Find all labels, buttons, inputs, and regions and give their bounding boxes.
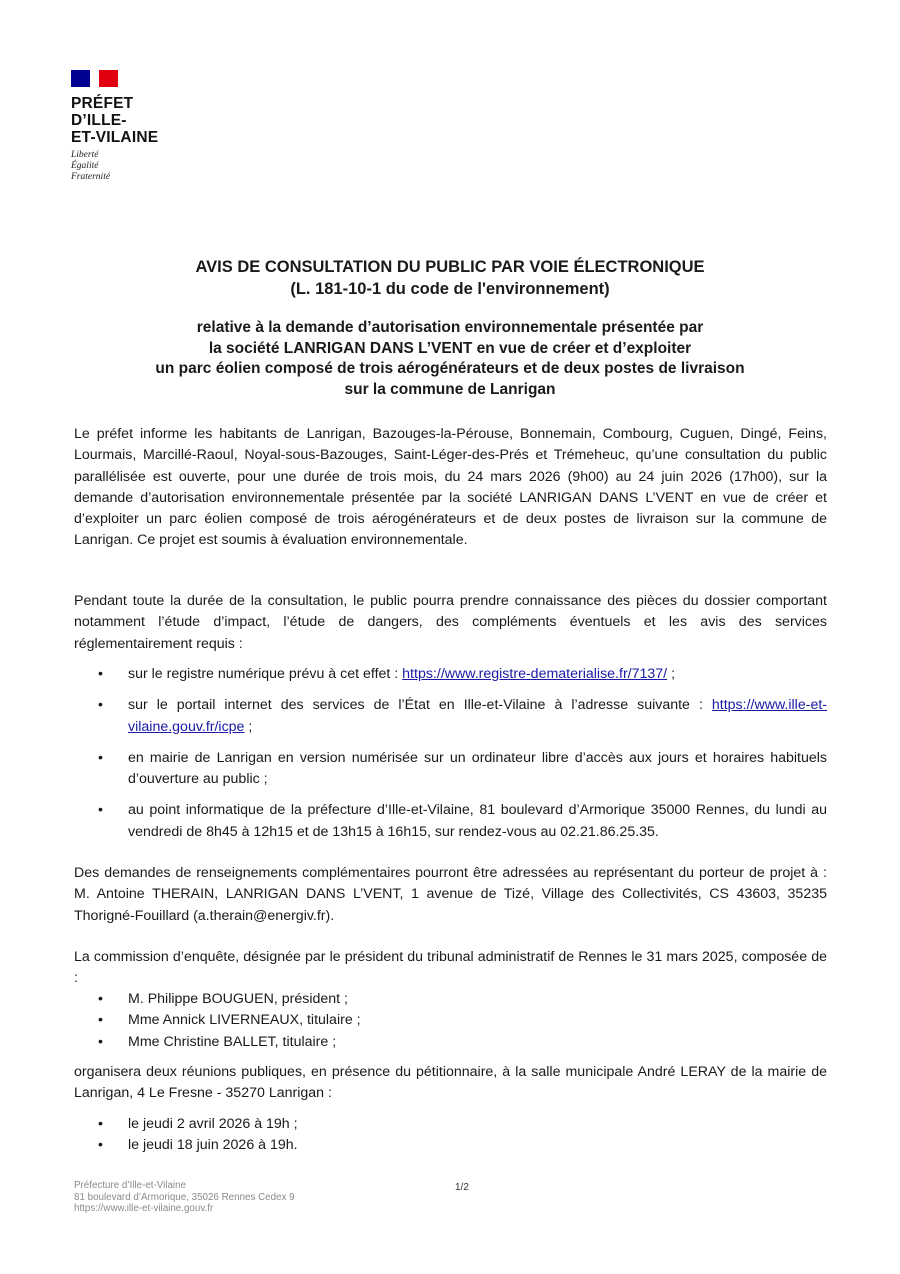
list-item: • Mme Christine BALLET, titulaire ; [74, 1032, 827, 1053]
intro-paragraph: Le préfet informe les habitants de Lanrigan, Bazouges-la-Pérouse, Bonnemain, Combourg, Cuguen, Dingé, Feins, Lourmais, Marcillé-Raoul, Noyal-sous-Bazouges, Saint-Léger-des-Prés et Trémeheuc, qu’une consultation du public parallélisée est ouverte, pour une durée de trois mois, du 24 mars 2026 (9h00) au 24 juin 2026 (17h00), sur la demande d’autorisation environnementale présentée par la société LANRIGAN DANS L’VENT en vue de créer et d’exploiter un parc éolien composé de trois aérogénérateurs et de deux postes de livraison sur la commune de Lanrigan. Ce projet est soumis à évaluation environnementale. [74, 426, 827, 549]
marianne-flag-icon [71, 70, 118, 87]
list-item: • au point informatique de la préfecture d’Ille-et-Vilaine, 81 boulevard d’Armorique 35000 Rennes, du lundi au vendredi de 8h45 à 12h15 et de 13h15 à 16h15, sur rendez-vous au 02.21.86.25.35. [74, 800, 827, 843]
commission-list [74, 989, 827, 1053]
list-item: • le jeudi 18 juin 2026 à 19h. [74, 1135, 827, 1156]
list-item: • Mme Annick LIVERNEAUX, titulaire ; [74, 1010, 827, 1031]
prefecture-logo [71, 70, 158, 183]
contact-paragraph: Des demandes de renseignements complémentaires pourront être adressées au représentant du porteur de projet à : M. Antoine THERAIN, LANRIGAN DANS L’VENT, 1 avenue de Tizé, Village des Collectivités, CS 43603, 35235 Thorigné-Fouillard (a.therain@energiv.fr). [74, 865, 827, 924]
document-subtitle: relative à la demande d’autorisation environnementale présentée par la société LANRIGAN DANS L’VENT en vue de créer et d’exploiter un parc éolien composé de trois aérogénérateurs et de deux postes de livraison sur la commune de Lanrigan [155, 319, 745, 398]
meetings-list [74, 1114, 827, 1157]
footer-address: Préfecture d’Ille-et-Vilaine 81 boulevard d’Armorique, 35026 Rennes Cedex 9 https://www.ille-et-vilaine.gouv.fr [74, 1180, 295, 1214]
logo-title: PRÉFET D’ILLE- ET-VILAINE [71, 95, 159, 146]
commission-paragraph: La commission d’enquête, désignée par le président du tribunal administratif de Rennes le 31 mars 2025, composée de : [74, 949, 827, 987]
document-title: AVIS DE CONSULTATION DU PUBLIC PAR VOIE ÉLECTRONIQUE (L. 181-10-1 du code de l'environnement) [195, 258, 705, 298]
list-item: • sur le portail internet des services de l’État en Ille-et-Vilaine à l’adresse suivante : https://www.ille-et-vilaine.gouv.fr/icpe ; [74, 695, 827, 738]
list-item: • le jeudi 2 avril 2026 à 19h ; [74, 1114, 827, 1135]
access-list [74, 664, 827, 853]
consultation-paragraph: Pendant toute la durée de la consultation, le public pourra prendre connaissance des pièces du dossier comportant notamment l’étude d’impact, l’étude de dangers, des compléments éventuels et les avis des services réglementairement requis : [74, 593, 827, 652]
list-item: • M. Philippe BOUGUEN, président ; [74, 989, 827, 1010]
page-number: 1/2 [455, 1182, 469, 1193]
registre-link[interactable]: https://www.registre-dematerialise.fr/7137/ [402, 666, 668, 682]
list-item: • sur le registre numérique prévu à cet effet : https://www.registre-dematerialise.fr/7137/ ; [74, 664, 827, 685]
list-item: • en mairie de Lanrigan en version numérisée sur un ordinateur libre d’accès aux jours et horaires habituels d’ouverture au public ; [74, 748, 827, 791]
meetings-paragraph: organisera deux réunions publiques, en présence du pétitionnaire, à la salle municipale André LERAY de la mairie de Lanrigan, 4 Le Fresne - 35270 Lanrigan : [74, 1064, 827, 1102]
republic-motto: Liberté Égalité Fraternité [71, 150, 111, 182]
icpe-link[interactable]: https://www.ille-et-vilaine.gouv.fr/icpe [128, 697, 827, 735]
